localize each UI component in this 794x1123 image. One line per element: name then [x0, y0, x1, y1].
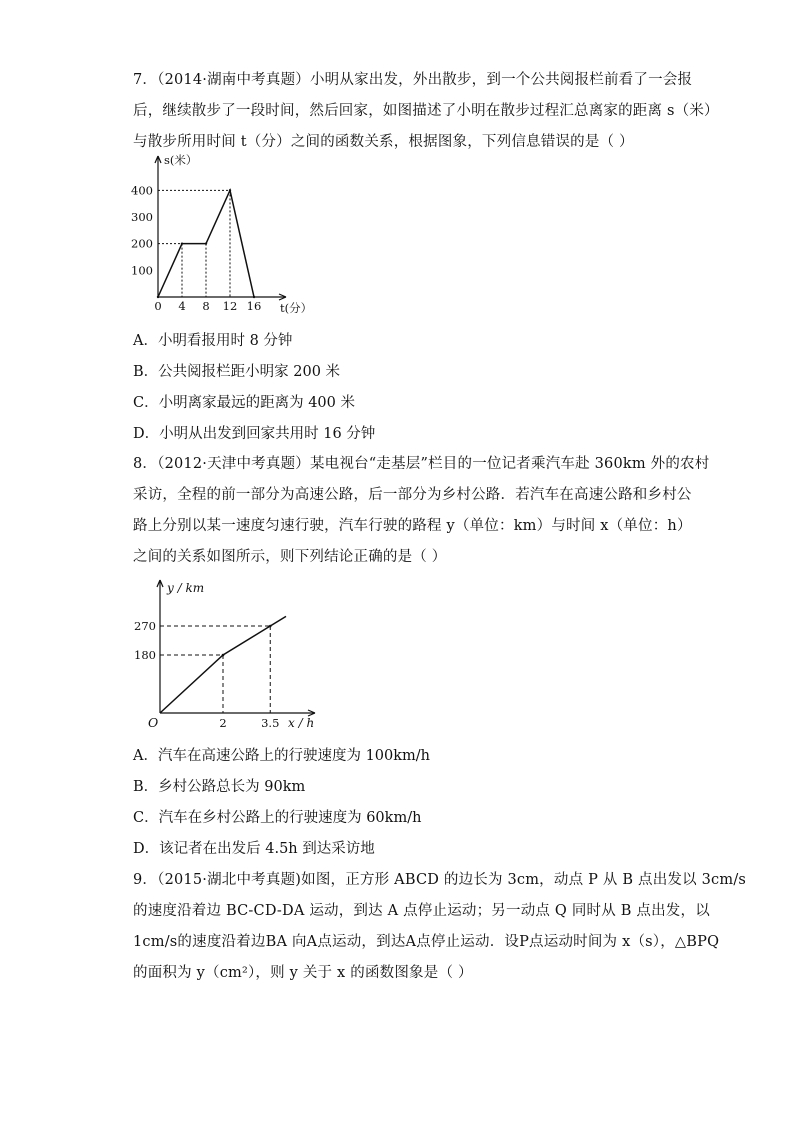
q7-line-1: 7．（2014·湖南中考真题）小明从家出发，外出散步，到一个公共阅报栏前看了一会报	[133, 72, 693, 88]
q8-line-3: 路上分别以某一速度匀速行驶，汽车行驶的路程 y（单位：km）与时间 x（单位：h）	[133, 518, 692, 534]
q8-point-1	[222, 654, 225, 657]
q7-option-a: A．小明看报用时 8 分钟	[133, 333, 293, 349]
q8-line-4: 之间的关系如图所示，则下列结论正确的是（ ）	[133, 549, 447, 565]
q7-point-3	[229, 189, 231, 191]
q9-line-3: 1cm/s的速度沿着边BA 向A点运动，到达A点停止运动．设P点运动时间为 x（s），△BPQ	[133, 934, 720, 950]
q9-line-1: 9．（2015·湖北中考真题)如图，正方形 ABCD 的边长为 3cm，动点 P 从 B 点出发以 3cm/s	[133, 872, 747, 888]
q7-point-4	[253, 296, 255, 298]
q7-ytick-400: 400	[131, 183, 153, 198]
q7-xtick-16: 16	[246, 299, 262, 313]
q7-graph	[128, 150, 328, 325]
q8-xtick-2: 2	[219, 716, 227, 730]
q8-ytick-270: 270	[134, 619, 156, 634]
q7-ytick-200: 200	[131, 236, 153, 251]
q8-y-label: y / km	[167, 581, 205, 595]
q7-line-2: 后，继续散步了一段时间，然后回家，如图描述了小明在散步过程汇总离家的距离 s（米）	[133, 103, 719, 119]
q9-line-2: 的速度沿着边 BC-CD-DA 运动，到达 A 点停止运动；另一动点 Q 同时从 B 点出发，以	[133, 903, 710, 919]
q7-option-b: B．公共阅报栏距小明家 200 米	[133, 364, 341, 380]
q8-option-d: D．该记者在出发后 4.5h 到达采访地	[133, 841, 375, 857]
q8-option-a: A．汽车在高速公路上的行驶速度为 100km/h	[133, 748, 431, 764]
q8-option-b: B．乡村公路总长为 90km	[133, 779, 306, 795]
q7-point-2	[205, 242, 207, 244]
q7-option-c: C．小明离家最远的距离为 400 米	[133, 395, 355, 411]
q7-x-label: t(分）	[280, 301, 313, 315]
q7-xtick-12: 12	[222, 299, 238, 313]
q8-ytick-180: 180	[134, 648, 156, 663]
q7-ytick-100: 100	[131, 263, 153, 278]
q8-line-1: 8．（2012·天津中考真题）某电视台“走基层”栏目的一位记者乘汽车赴 360km 外的农村	[133, 456, 710, 472]
q8-xtick-3.5: 3.5	[261, 716, 280, 730]
q7-line-3: 与散步所用时间 t（分）之间的函数关系，根据图象，下列信息错误的是（ ）	[133, 134, 634, 150]
q7-ytick-300: 300	[131, 209, 153, 224]
q7-y-label: s(米）	[164, 153, 198, 167]
q9-line-4: 的面积为 y（cm²），则 y 关于 x 的函数图象是（ ）	[133, 965, 473, 981]
q7-point-0	[157, 296, 159, 298]
q8-origin-label: O	[148, 715, 159, 730]
q7-xtick-0: 0	[154, 299, 162, 313]
q8-option-c: C．汽车在乡村公路上的行驶速度为 60km/h	[133, 810, 422, 826]
q8-point-2	[269, 625, 272, 628]
q7-option-d: D．小明从出发到回家共用时 16 分钟	[133, 426, 376, 442]
q8-graph	[134, 572, 330, 732]
q8-x-label: x / h	[288, 716, 315, 730]
q7-point-1	[181, 242, 183, 244]
q7-xtick-4: 4	[178, 299, 186, 313]
q7-xtick-8: 8	[202, 299, 210, 313]
q8-line-2: 采访，全程的前一部分为高速公路，后一部分为乡村公路．若汽车在高速公路和乡村公	[133, 487, 692, 503]
